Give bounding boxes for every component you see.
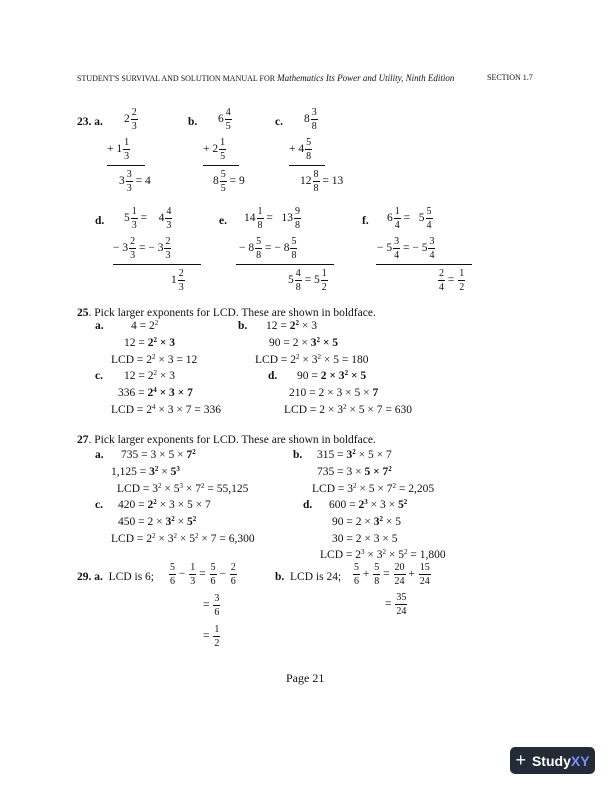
p27c-lcd: LCD = $2^2 \times 3^2 \times 5^2 \times 7 = 6,300$ [111, 532, 255, 545]
p27c-label: c. [95, 499, 103, 511]
p25d-label: d. [268, 370, 278, 382]
p23c-result: 12 $\frac{8}{8}$ = 13 [300, 169, 344, 194]
p23e-row1: 14 $\frac{1}{8}$ = 13 $\frac{9}{8}$ [244, 206, 300, 231]
p25b-line1: $12 = 2^2 \times 3$ [266, 319, 317, 332]
p23c-row2: + 4 $\frac{5}{8}$ [289, 137, 312, 162]
p25d-line1: $90 = 2 \times 3^2 \times 5$ [297, 369, 367, 382]
p29a-step3: = $\frac{1}{2}$ [203, 624, 220, 649]
running-header [77, 73, 454, 83]
p23d-row2: − 3 $\frac{2}{3}$ = − 3 $\frac{2}{3}$ [113, 236, 171, 261]
p25b-label: b. [238, 320, 248, 332]
section-label: SECTION 1.7 [487, 73, 533, 82]
p27b-label: b. [293, 449, 303, 461]
p29a-expr: $\frac{5}{6}$ − $\frac{1}{3}$ = $\frac{5}{6}$ − $\frac{2}{6}$ [170, 562, 236, 587]
p23d-result: 1 $\frac{2}{3}$ [171, 268, 184, 293]
p27a-label: a. [95, 449, 104, 461]
p23d-row1: 5 $\frac{1}{3}$ = 4 $\frac{4}{3}$ [124, 206, 172, 231]
p27c-line1: $420 = 2^2 \times 3 \times 5 \times 7$ [118, 498, 211, 511]
problem-29-b: b. LCD is 24; [275, 571, 342, 583]
p23e-result: 5 $\frac{4}{8}$ = 5 $\frac{1}{2}$ [288, 268, 327, 293]
p25c-line2: $336 = 2^4 \times 3 \times 7$ [118, 386, 193, 399]
p27d-line3: 30 = 2 × 3 × 5 [332, 533, 398, 545]
p25a-line2: $12 = 2^2 \times 3$ [124, 336, 176, 349]
p25a-line1: $4 = 2^2$ [131, 319, 159, 332]
problem-25-intro: 25. Pick larger exponents for LCD. These are shown in boldface. [77, 307, 376, 319]
p25a-label: a. [95, 320, 104, 332]
p27a-line1: $735 = 3 \times 5 \times 7^2$ [121, 448, 196, 461]
plus-icon: + [515, 750, 526, 770]
p23e-rule [236, 264, 334, 265]
p23c-rule [289, 165, 325, 166]
page-number: Page 21 [286, 671, 325, 685]
p25d-lcd: LCD = $2 \times 3^2 \times 5 \times 7 = 630$ [284, 403, 412, 416]
p23b-result: 8 $\frac{5}{5}$ = 9 [213, 169, 245, 194]
p23e-row2: − 8 $\frac{5}{8}$ = − 8 $\frac{5}{8}$ [239, 236, 297, 261]
p25b-lcd: LCD = $2^2 \times 3^2 \times 5 = 180$ [255, 353, 369, 366]
p23a-result: 3 $\frac{3}{3}$ = 4 [119, 169, 151, 194]
p23f-label: f. [362, 215, 369, 227]
p27b-line2: $735 = 3 \times 5 \times 7^2$ [317, 465, 392, 478]
p23d-rule [113, 264, 201, 265]
p23a-row2: + 1 $\frac{1}{3}$ [107, 137, 130, 162]
book-title: Mathematics Its Power and Utility, Ninth Edition [277, 73, 455, 83]
p23f-row1: 6 $\frac{1}{4}$ = 5 $\frac{5}{4}$ [387, 206, 432, 231]
p23a-row1: 2 $\frac{2}{3}$ [124, 107, 137, 132]
p27d-lcd: LCD = $2^3 \times 3^2 \times 5^2 = 1,800$ [320, 548, 446, 561]
p23e-label: e. [219, 215, 227, 227]
problem-29-a: 29. a. LCD is 6; [77, 571, 154, 583]
p25a-lcd: LCD = $2^2 \times 3 = 12$ [111, 353, 198, 366]
p23b-row2: + 2 $\frac{1}{5}$ [203, 137, 226, 162]
p27b-lcd: LCD = $3^2 \times 5 \times 7^2 = 2,205$ [312, 482, 435, 495]
problem-23-number: 23. a. [77, 116, 103, 128]
p29b-step2: = $\frac{35}{24}$ [385, 592, 407, 617]
p27c-line2: $450 = 2 \times 3^2 \times 5^2$ [118, 515, 197, 528]
p29b-expr: $\frac{5}{6}$ + $\frac{5}{8}$ = $\frac{20}{24}$ + $\frac{15}{24}$ [354, 562, 430, 587]
problem-27-intro: 27. Pick larger exponents for LCD. These are shown in boldface. [77, 434, 376, 446]
p23d-label: d. [95, 215, 105, 227]
p23f-result: $\frac{2}{4}$ = $\frac{1}{2}$ [439, 268, 465, 293]
p27d-label: d. [303, 499, 313, 511]
p23a-rule [107, 165, 145, 166]
p27b-line1: $315 = 3^2 \times 5 \times 7$ [317, 448, 392, 461]
p23f-rule [376, 264, 472, 265]
p23b-label: b. [188, 116, 198, 128]
p25d-line2: 210 = 2 × 3 × 5 × 7 [289, 387, 379, 399]
p23b-row1: 6 $\frac{4}{5}$ [218, 107, 231, 132]
p23c-label: c. [275, 116, 283, 128]
p27d-line1: $600 = 2^3 \times 3 \times 5^2$ [329, 498, 408, 511]
brand-text: StudyXY [531, 752, 590, 769]
manual-title: STUDENT'S SURVIVAL AND SOLUTION MANUAL FOR [77, 74, 276, 83]
p23c-row1: 8 $\frac{3}{8}$ [304, 107, 317, 132]
p23b-rule [203, 165, 239, 166]
p27a-line2: $1,125 = 3^2 \times 5^3$ [111, 465, 180, 478]
p29a-step2: = $\frac{3}{6}$ [203, 593, 220, 618]
p27d-line2: $90 = 2 \times 3^2 \times 5$ [332, 515, 401, 528]
p27a-lcd: LCD = $3^2 \times 5^3 \times 7^2 = 55,125$ [117, 482, 249, 495]
p25c-label: c. [95, 370, 103, 382]
p25c-lcd: LCD = $2^4 \times 3 \times 7 = 336$ [111, 403, 221, 416]
studyxy-badge[interactable] [510, 747, 595, 774]
p25b-line2: $90 = 2 \times 3^2 \times 5$ [269, 336, 339, 349]
p25c-line1: $12 = 2^2 \times 3$ [124, 369, 175, 382]
p23f-row2: − 5 $\frac{3}{4}$ = − 5 $\frac{3}{4}$ [377, 236, 435, 261]
